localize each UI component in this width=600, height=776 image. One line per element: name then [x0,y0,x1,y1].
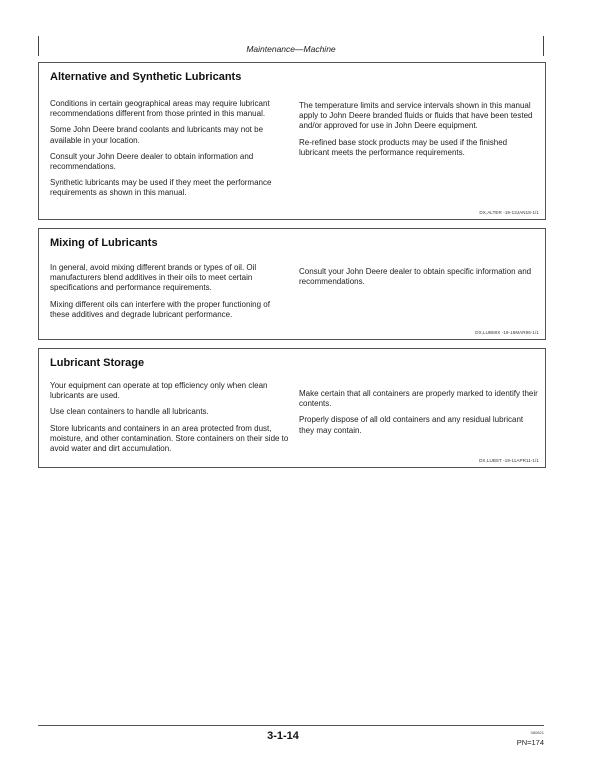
footer-rule [38,725,544,726]
section-title: Alternative and Synthetic Lubricants [50,71,242,83]
reference-code: DX,LUBST -19-11APR11-1/1 [479,458,539,463]
paragraph: Use clean containers to handle all lubricants. [50,407,209,417]
section-title: Mixing of Lubricants [50,237,158,249]
reference-code: DX,LUBMIX -19-18MAR96-1/1 [475,330,539,335]
paragraph: In general, avoid mixing different brands or types of oil. Oil manufacturers blend additives in their oils to meet certain specifications and performance requirements. [50,263,257,293]
paragraph: Your equipment can operate at top efficiency only when clean lubricants are used. [50,381,268,401]
section-left-column [50,381,290,460]
paragraph: Consult your John Deere dealer to obtain information and recommendations. [50,151,254,172]
reference-code: DX,ALTER -19-13JAN18-1/1 [479,210,539,215]
paragraph: Re-refined base stock products may be used if the finished lubricant meets the performance requirements. [299,137,508,157]
section-right-column [299,267,539,293]
section-mixing-of-lubricants [38,228,546,340]
section-left-column [50,99,290,205]
paragraph: Synthetic lubricants may be used if they meet the performance requirements as shown in this manual. [50,178,272,198]
paragraph: Consult your John Deere dealer to obtain specific information and recommendations. [299,267,532,287]
paragraph: Some John Deere brand coolants and lubricants may not be available in your location. [50,125,264,145]
paragraph: The temperature limits and service intervals shown in this manual apply to John Deere branded fluids or fluids that have been tested and/or approved for use in John Deere equipment. [299,101,533,131]
paragraph: Conditions in certain geographical areas may require lubricant recommendations different from those printed in this manual. [50,99,270,119]
section-right-column [299,101,539,164]
section-title: Lubricant Storage [50,357,145,369]
section-right-column [299,389,539,442]
paragraph: Store lubricants and containers in an area protected from dust, moisture, and other contamination. Store containers on their side to avoid water and dirt accumulation. [50,423,289,454]
section-left-column [50,263,290,326]
running-head: Maintenance—Machine [246,44,336,54]
section-alternative-synthetic-lubricants [38,62,546,220]
paragraph: Mixing different oils can interfere with the proper functioning of these additives and degrade lubricant performance. [50,299,270,319]
page-number: 3-1-14 [267,730,299,742]
section-lubricant-storage [38,348,546,468]
paragraph: Make certain that all containers are properly marked to identify their contents. [299,389,538,409]
footer-code: 080621 [530,730,544,735]
paragraph: Properly dispose of all old containers and any residual lubricant they may contain. [299,415,524,435]
pn-label: PN=174 [516,738,544,747]
